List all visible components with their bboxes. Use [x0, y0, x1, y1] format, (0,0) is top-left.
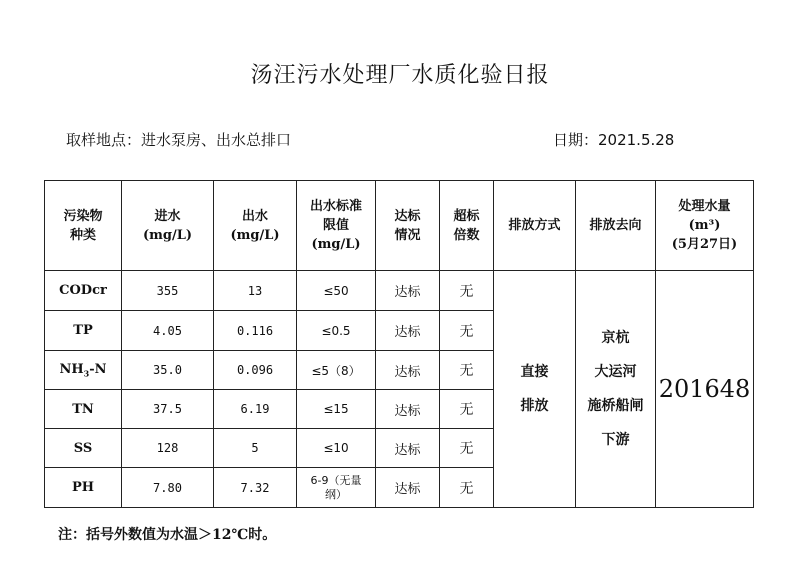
compliance-cell: 达标 — [376, 351, 440, 390]
effluent-cell: 13 — [214, 271, 297, 311]
limit-cell: ≤10 — [297, 429, 376, 468]
pollutant-cell: TP — [45, 311, 122, 351]
table-row — [45, 271, 754, 311]
report-title: 汤汪污水处理厂水质化验日报 — [250, 63, 550, 88]
header-row — [45, 181, 754, 271]
effluent-cell: 6.19 — [214, 390, 297, 429]
sampling-location: 取样地点：进水泵房、出水总排口 — [66, 131, 292, 149]
effluent-cell: 5 — [214, 429, 297, 468]
exceed-cell: 无 — [440, 468, 494, 508]
influent-cell: 35.0 — [122, 351, 214, 390]
limit-cell: ≤0.5 — [297, 311, 376, 351]
header-discharge-method: 排放方式 — [494, 181, 576, 271]
exceed-cell: 无 — [440, 311, 494, 351]
influent-cell: 37.5 — [122, 390, 214, 429]
influent-cell: 128 — [122, 429, 214, 468]
pollutant-cell: SS — [45, 429, 122, 468]
exceed-cell: 无 — [440, 429, 494, 468]
effluent-cell: 7.32 — [214, 468, 297, 508]
footnote: 注：括号外数值为水温＞12℃时。 — [58, 527, 277, 543]
report-date: 日期：2021.5.28 — [553, 131, 675, 149]
exceed-cell: 无 — [440, 390, 494, 429]
header-pollutant: 污染物 种类 — [45, 181, 122, 271]
effluent-cell: 0.096 — [214, 351, 297, 390]
compliance-cell: 达标 — [376, 429, 440, 468]
compliance-cell: 达标 — [376, 271, 440, 311]
limit-cell: ≤15 — [297, 390, 376, 429]
water-quality-table — [44, 180, 754, 508]
limit-cell: ≤50 — [297, 271, 376, 311]
header-limit: 出水标准 限值 (mg/L) — [297, 181, 376, 271]
discharge-method-cell: 直接 排放 — [494, 271, 576, 508]
influent-cell: 355 — [122, 271, 214, 311]
header-effluent: 出水 (mg/L) — [214, 181, 297, 271]
influent-cell: 4.05 — [122, 311, 214, 351]
limit-cell: ≤5（8） — [297, 351, 376, 390]
pollutant-cell: PH — [45, 468, 122, 508]
compliance-cell: 达标 — [376, 468, 440, 508]
exceed-cell: 无 — [440, 271, 494, 311]
compliance-cell: 达标 — [376, 390, 440, 429]
exceed-cell: 无 — [440, 351, 494, 390]
header-volume: 处理水量 (m³) (5月27日) — [656, 181, 754, 271]
header-influent: 进水 (mg/L) — [122, 181, 214, 271]
pollutant-cell: TN — [45, 390, 122, 429]
header-discharge-destination: 排放去向 — [576, 181, 656, 271]
pollutant-cell: $NH_3-N$ — [45, 351, 122, 390]
treated-volume-cell: 201648 — [656, 271, 754, 508]
compliance-cell: 达标 — [376, 311, 440, 351]
pollutant-cell: CODcr — [45, 271, 122, 311]
header-exceed: 超标 倍数 — [440, 181, 494, 271]
header-compliance: 达标 情况 — [376, 181, 440, 271]
discharge-destination-cell: 京杭 大运河 施桥船闸 下游 — [576, 271, 656, 508]
limit-cell: 6-9（无量 纲） — [297, 468, 376, 508]
effluent-cell: 0.116 — [214, 311, 297, 351]
influent-cell: 7.80 — [122, 468, 214, 508]
